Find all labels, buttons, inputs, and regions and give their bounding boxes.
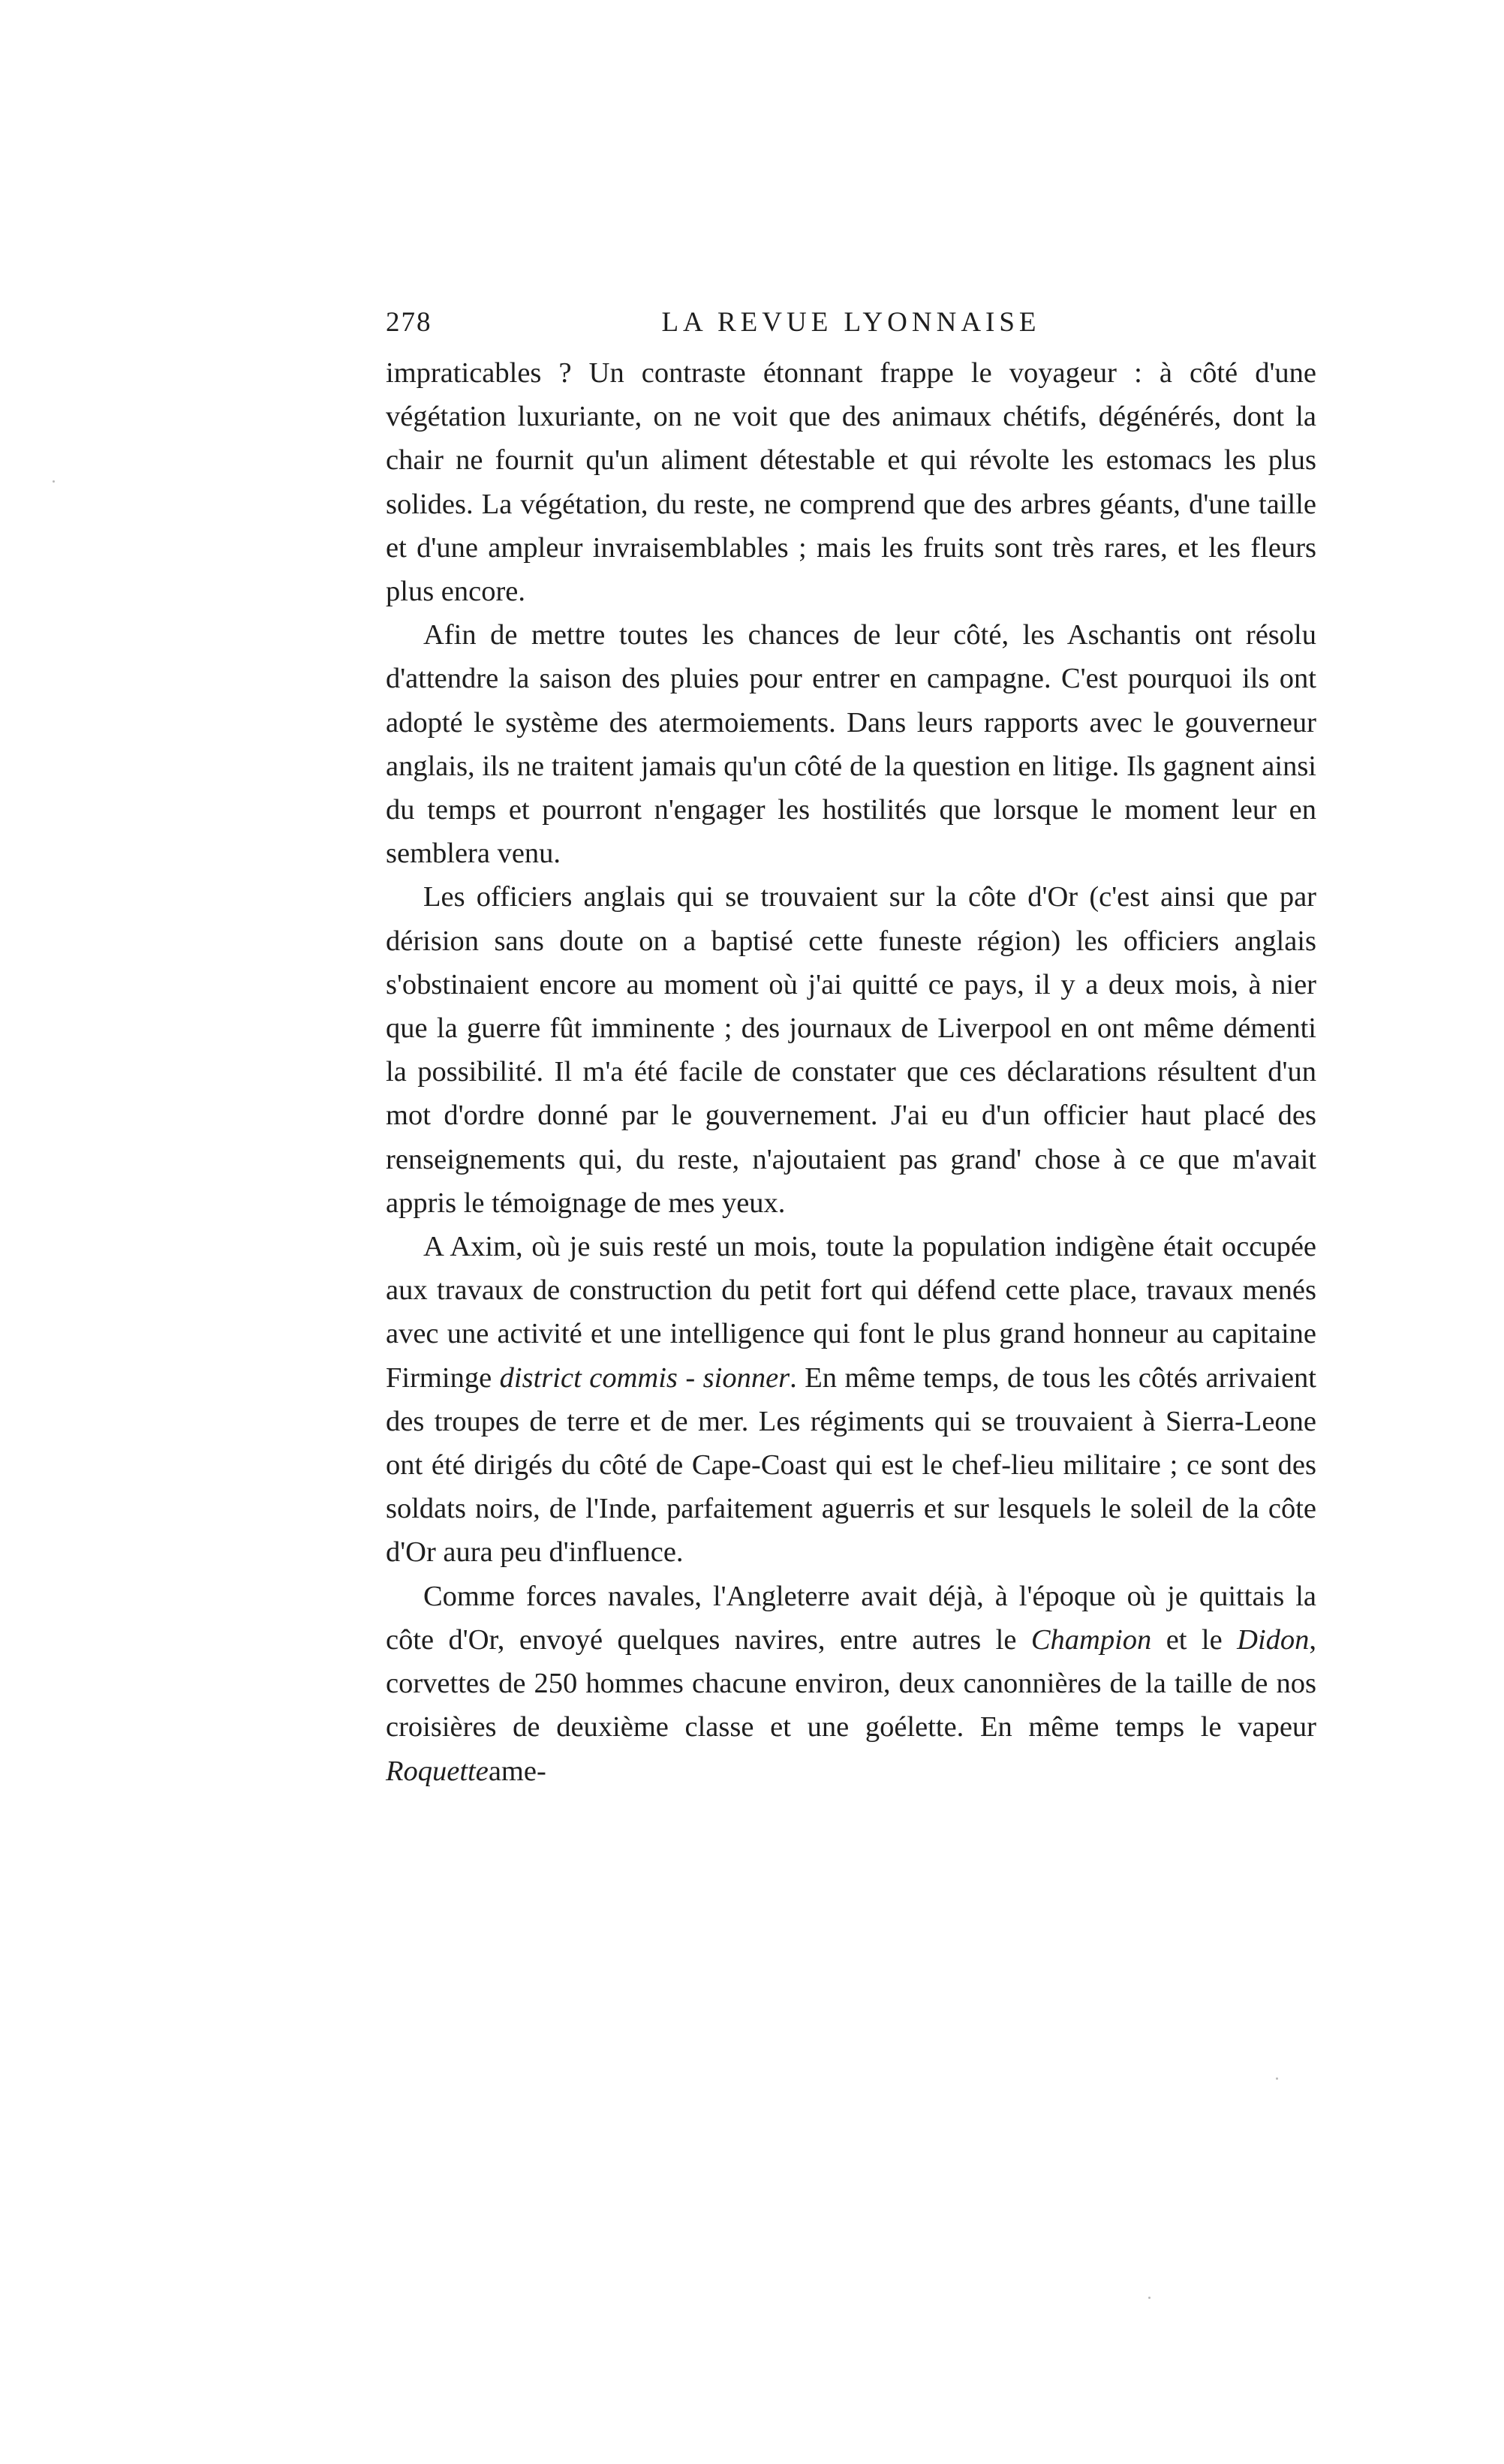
journal-title: LA REVUE LYONNAISE <box>661 307 1041 338</box>
running-head <box>386 306 1316 344</box>
paragraph-5-text-b: et le <box>1166 1623 1223 1656</box>
paragraph-3-text: Les officiers anglais qui se trouvaient sur la côte d'Or (c'est ainsi que par dérision sans doute on a baptisé cette funeste région) les officiers anglais s'obstinaient encore au moment où j'ai quitté ce pays, il y a deux mois, à nier que la guerre fût imminente ; des journaux de Liverpool en ont même démenti la possibilité. Il m'a été facile de constater que ces déclarations résultent d'un mot d'ordre donné par le gouvernement. J'ai eu d'un officier haut placé des renseignements qui, du reste, n'ajoutaient pas grand' chose à ce que m'avait appris le témoignage de mes yeux. <box>386 881 1316 1219</box>
body-text <box>386 351 1316 1793</box>
paragraph-1 <box>386 351 1316 613</box>
paragraph-4-italic-title: district commis - sionner <box>499 1361 790 1394</box>
paragraph-4 <box>386 1225 1316 1575</box>
paragraph-4-text-a: A Axim, où je suis resté un mois, toute la population indigène était occupée aux travaux de construction du petit fort qui défend cette place, travaux menés avec une activité et une intelligence qui font le plus grand honneur au capitaine Firminge <box>386 1231 1316 1394</box>
paragraph-4-text-b: . En même temps, de tous les côtés arrivaient des troupes de terre et de mer. Les régiments qui se trouvaient à Sierra-Leone ont été dirigés du côté de Cape-Coast qui est le chef-lieu militaire ; ce sont des soldats noirs, de l'Inde, parfaitement aguerris et sur lesquels le soleil de la côte d'Or aura peu d'influence. <box>386 1361 1317 1569</box>
paragraph-5-ship-name-2: Didon <box>1237 1623 1310 1656</box>
paragraph-5 <box>386 1575 1316 1793</box>
paper-speck <box>1276 2077 1278 2080</box>
paragraph-2 <box>386 613 1316 875</box>
paragraph-2-text: Afin de mettre toutes les chances de leur côté, les Aschantis ont résolu d'attendre la saison des pluies pour entrer en campagne. C'est pourquoi ils ont adopté le système des atermoiements. Dans leurs rapports avec le gouverneur anglais, ils ne traitent jamais qu'un côté de la question en litige. Ils gagnent ainsi du temps et pourront n'engager les hostilités que lorsque le moment leur en semblera venu. <box>386 619 1316 870</box>
paragraph-3 <box>386 875 1316 1225</box>
paper-speck <box>1148 2297 1151 2299</box>
paper-speck <box>53 480 55 483</box>
paragraph-5-text-d: ame- <box>488 1755 546 1787</box>
paragraph-5-text-c: , corvettes de 250 hommes chacune environ, deux canonnières de la taille de nos croisières de deuxième classe et une goélette. En même temps le vapeur <box>386 1623 1317 1743</box>
page-number: 278 <box>386 307 432 338</box>
paragraph-5-ship-name-3: Roquette <box>386 1755 489 1787</box>
paragraph-1-text: impraticables ? Un contraste étonnant frappe le voyageur : à côté d'une végétation luxuriante, on ne voit que des animaux chétifs, dégénérés, dont la chair ne fournit qu'un aliment détestable et qui révolte les estomacs les plus solides. La végétation, du reste, ne comprend que des arbres géants, d'une taille et d'une ampleur invraisemblables ; mais les fruits sont très rares, et les fleurs plus encore. <box>386 357 1316 608</box>
paragraph-5-ship-name-1: Champion <box>1030 1623 1152 1656</box>
paragraph-5-text-a: Comme forces navales, l'Angleterre avait déjà, à l'époque où je quittais la côte d'Or, envoyé quelques navires, entre autres le <box>386 1580 1316 1656</box>
